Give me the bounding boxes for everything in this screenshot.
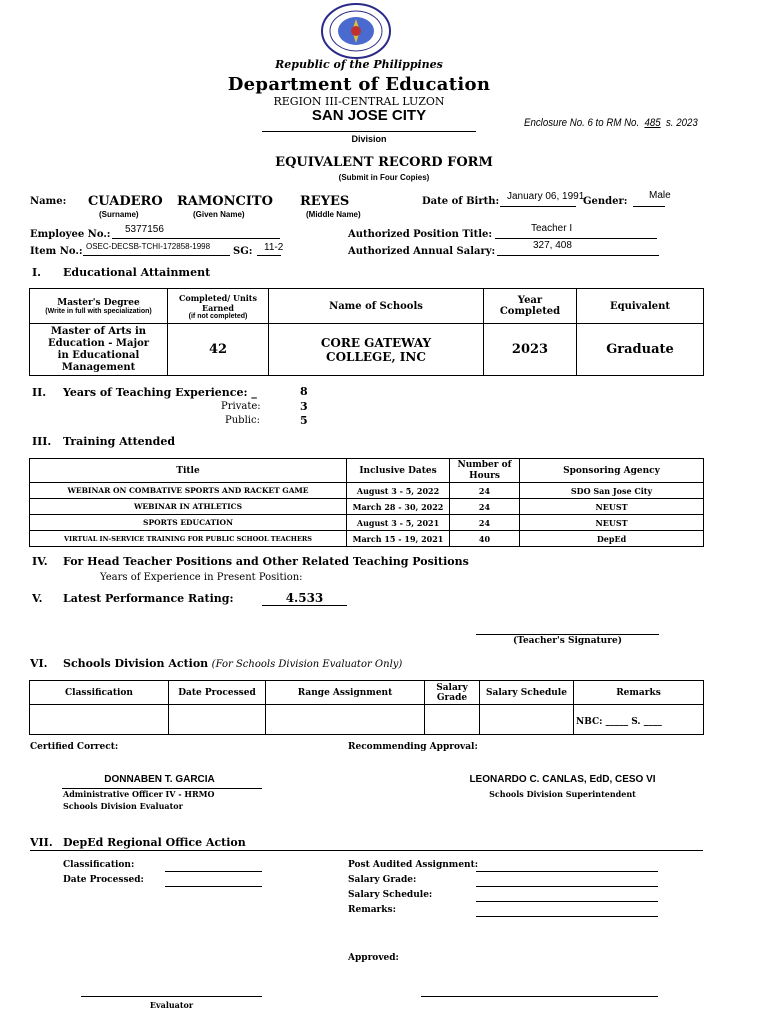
republic-text: Republic of the Philippines <box>275 58 443 71</box>
training-agency: NEUST <box>520 515 704 531</box>
training-agency: NEUST <box>520 499 704 515</box>
recommending-label: Recommending Approval: <box>348 742 478 752</box>
section3-num: III. <box>32 435 52 448</box>
given-caption: (Given Name) <box>193 210 245 219</box>
experience-total: 8 <box>300 385 308 398</box>
training-hours-header: Number of Hours <box>450 459 520 483</box>
training-hours: 24 <box>450 515 520 531</box>
training-hours: 24 <box>450 483 520 499</box>
enclosure-note: Enclosure No. 6 to RM No. 485 s. 2023 <box>524 117 698 129</box>
training-dates-header: Inclusive Dates <box>347 459 450 483</box>
form-subtitle: (Submit in Four Copies) <box>338 173 430 182</box>
classification-header: Classification <box>30 681 169 705</box>
section1-title: Educational Attainment <box>63 266 211 279</box>
table-row <box>30 531 704 547</box>
section4-sub: Years of Experience in Present Position: <box>100 572 303 583</box>
ro-salary-schedule-label: Salary Schedule: <box>348 890 433 900</box>
degree-header: Master's Degree <box>57 297 140 308</box>
section4-num: IV. <box>32 555 48 568</box>
degree-note: (Write in full with specialization) <box>45 307 152 315</box>
item-no-label: Item No.: <box>30 246 83 257</box>
employee-no-label: Employee No.: <box>30 229 111 240</box>
recommender-name: LEONARDO C. CANLAS, EdD, CESO VI <box>469 774 656 785</box>
section2-title: Years of Teaching Experience: _ <box>63 386 257 399</box>
middle-caption: (Middle Name) <box>306 210 361 219</box>
school-header: Name of Schools <box>269 289 484 324</box>
nbc-text: NBC: _____ S. ____ <box>576 717 662 727</box>
range-assignment-header: Range Assignment <box>266 681 425 705</box>
given-name: RAMONCITO <box>177 194 273 209</box>
certifier-title1: Administrative Officer IV - HRMO <box>63 789 215 799</box>
section6-heading <box>63 657 402 670</box>
training-agency: DepEd <box>520 531 704 547</box>
ro-date-processed-label: Date Processed: <box>63 875 144 885</box>
training-title: WEBINAR IN ATHLETICS <box>30 499 347 515</box>
evaluator-label: Evaluator <box>149 1000 194 1010</box>
private-label: Private: <box>221 401 261 412</box>
date-processed-cell <box>169 705 266 735</box>
position-label: Authorized Position Title: <box>348 229 493 240</box>
middle-name: REYES <box>300 194 350 209</box>
form-title: EQUIVALENT RECORD FORM <box>275 155 493 170</box>
section1-num: I. <box>32 266 41 279</box>
dob-label: Date of Birth: <box>422 196 500 207</box>
public-label: Public: <box>225 415 260 426</box>
remarks-header: Remarks <box>574 681 704 705</box>
performance-rating: 4.533 <box>285 591 324 605</box>
section5-num: V. <box>32 592 43 605</box>
employee-no-value: 5377156 <box>125 224 164 235</box>
units-value: 42 <box>168 324 269 376</box>
salary-value: 327, 408 <box>533 240 572 251</box>
units-note: (if not completed) <box>188 312 248 320</box>
dob-value: January 06, 1991 <box>507 191 585 202</box>
teacher-signature-caption: (Teacher's Signature) <box>513 636 622 646</box>
salary-schedule-header: Salary Schedule <box>480 681 574 705</box>
table-row <box>30 483 704 499</box>
units-header: Completed/ Units Earned <box>178 292 257 313</box>
training-hours: 40 <box>450 531 520 547</box>
position-value: Teacher I <box>531 223 573 234</box>
date-processed-header: Date Processed <box>169 681 266 705</box>
section4-title: For Head Teacher Positions and Other Related Teaching Positions <box>63 555 469 568</box>
certified-label: Certified Correct: <box>30 742 119 752</box>
surname: CUADERO <box>88 194 163 209</box>
name-label: Name: <box>30 196 67 207</box>
gender-label: Gender: <box>583 196 628 207</box>
department-text: Department of Education <box>227 74 491 95</box>
range-assignment-cell <box>266 705 425 735</box>
deped-seal <box>320 2 392 60</box>
sg-value: 11-2 <box>264 242 284 253</box>
training-title-header: Title <box>30 459 347 483</box>
region-text: REGION III-CENTRAL LUZON <box>273 95 445 108</box>
training-dates: August 3 - 5, 2021 <box>347 515 450 531</box>
division-name: SAN JOSE CITY <box>311 107 427 124</box>
education-table <box>29 288 704 376</box>
public-value: 5 <box>300 414 308 427</box>
section6-num: VI. <box>30 657 48 670</box>
item-no-value: OSEC-DECSB-TCHI-172858-1998 <box>86 242 211 251</box>
sg-label: SG: <box>233 246 253 257</box>
training-agency-header: Sponsoring Agency <box>520 459 704 483</box>
salary-schedule-cell <box>480 705 574 735</box>
post-audited-label: Post Audited Assignment: <box>348 860 479 870</box>
equivalent-header: Equivalent <box>577 289 704 324</box>
certifier-name: DONNABEN T. GARCIA <box>104 774 215 785</box>
ro-classification-label: Classification: <box>63 860 135 870</box>
degree-value: Master of Arts in Education - Major in Educational Management <box>30 324 168 376</box>
table-row <box>30 499 704 515</box>
year-value: 2023 <box>484 324 577 376</box>
section2-num: II. <box>32 386 47 399</box>
training-dates: March 28 - 30, 2022 <box>347 499 450 515</box>
school-value: CORE GATEWAY COLLEGE, INC <box>269 324 484 376</box>
ro-remarks-label: Remarks: <box>348 905 396 915</box>
remarks-cell <box>574 705 704 735</box>
training-dates: August 3 - 5, 2022 <box>347 483 450 499</box>
salary-label: Authorized Annual Salary: <box>348 246 496 257</box>
section6-note: (For Schools Division Evaluator Only) <box>211 659 403 670</box>
training-title: WEBINAR ON COMBATIVE SPORTS AND RACKET GAME <box>30 483 347 499</box>
approved-label: Approved: <box>348 953 399 963</box>
section7-title: DepEd Regional Office Action <box>63 836 246 849</box>
salary-grade-cell <box>425 705 480 735</box>
section7-num: VII. <box>30 836 53 849</box>
equivalent-value: Graduate <box>577 324 704 376</box>
training-title: SPORTS EDUCATION <box>30 515 347 531</box>
salary-grade-header: Salary Grade <box>425 681 480 705</box>
training-table <box>29 458 704 547</box>
ro-salary-grade-label: Salary Grade: <box>348 875 417 885</box>
training-hours: 24 <box>450 499 520 515</box>
certifier-title2: Schools Division Evaluator <box>63 801 183 811</box>
section5-title: Latest Performance Rating: <box>63 592 234 605</box>
training-agency: SDO San Jose City <box>520 483 704 499</box>
private-value: 3 <box>300 400 308 413</box>
gender-value: Male <box>649 190 671 201</box>
surname-caption: (Surname) <box>99 210 139 219</box>
training-dates: March 15 - 19, 2021 <box>347 531 450 547</box>
year-header: Year Completed <box>484 289 577 324</box>
training-title: VIRTUAL IN-SERVICE TRAINING FOR PUBLIC SCHOOL TEACHERS <box>30 531 347 547</box>
division-label: Division <box>351 134 387 144</box>
degree-header-cell <box>30 289 168 324</box>
section3-title: Training Attended <box>63 435 176 448</box>
division-action-table <box>29 680 704 735</box>
recommender-title: Schools Division Superintendent <box>489 789 636 799</box>
table-row <box>30 515 704 531</box>
section6-title: Schools Division Action <box>63 657 209 670</box>
units-header-cell <box>168 289 269 324</box>
classification-cell <box>30 705 169 735</box>
